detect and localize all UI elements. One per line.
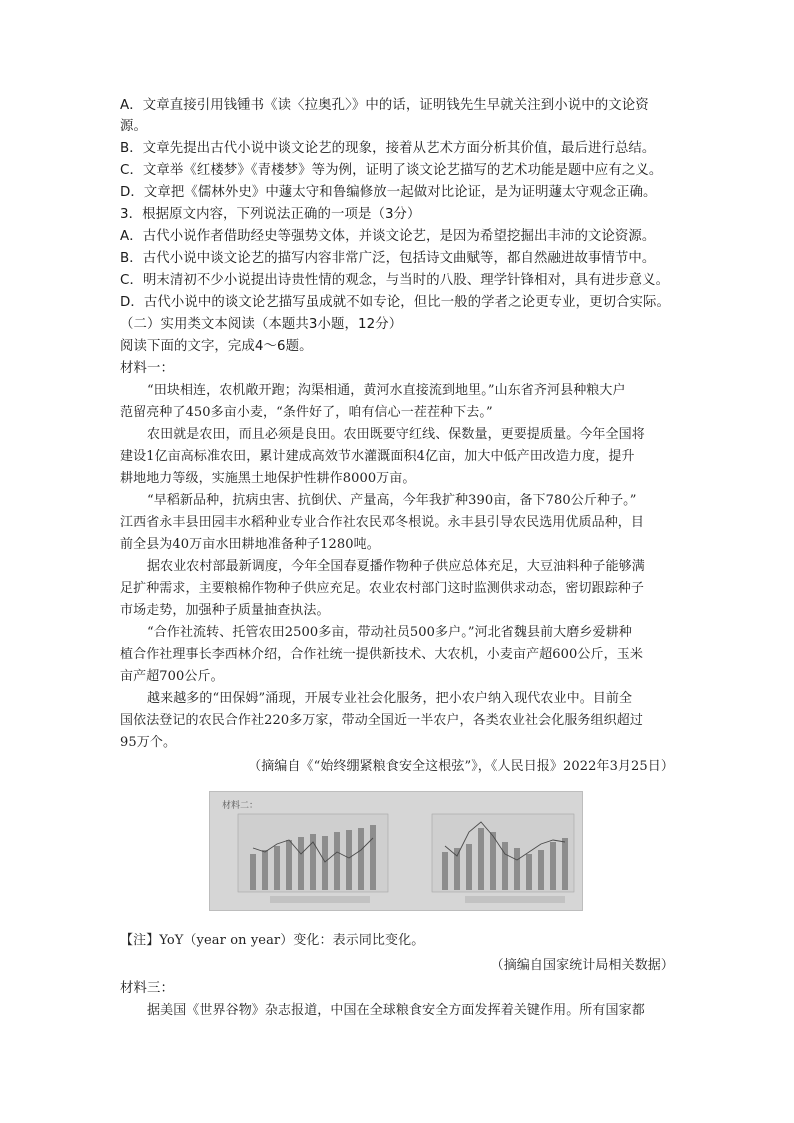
option-line: B．文章先提出古代小说中谈文论艺的现象，接着从艺术方面分析其价值，最后进行总结。	[120, 141, 656, 156]
paragraph-line: 市场走势，加强种子质量抽查执法。	[120, 603, 330, 618]
option-line: D．古代小说中的谈文论艺描写虽成就不如专论，但比一般的学者之论更专业，更切合实际。	[120, 295, 671, 310]
paragraph-line: 亩产超700公斤。	[120, 669, 224, 684]
paragraph-line: “早稻新品种，抗病虫害、抗倒伏、产量高，今年我扩种390亩，备下780公斤种子。”	[147, 493, 637, 508]
paragraph-line: “合作社流转、托管农田2500多亩，带动社员500多户。”河北省魏县前大磨乡爱耕种	[147, 625, 632, 640]
option-line: C．明末清初不少小说提出诗贵性情的观念，与当时的八股、理学针锋相对，具有进步意义。	[120, 273, 670, 288]
note-line: 【注】YoY（year on year）变化：表示同比变化。	[120, 933, 425, 948]
paragraph-line: 据美国《世界谷物》杂志报道，中国在全球粮食安全方面发挥着关键作用。所有国家都	[147, 1003, 645, 1018]
question-stem: 3．根据原文内容，下列说法正确的一项是（3分）	[120, 207, 421, 222]
option-line: B．古代小说中谈文论艺的描写内容非常广泛，包括诗文曲赋等，都自然融进故事情节中。	[120, 251, 656, 266]
data-source-citation: （摘编自国家统计局相关数据）	[490, 958, 674, 973]
paragraph-line: 江西省永丰县田园丰水稻种业专业合作社农民邓冬根说。永丰县引导农民选用优质品种，目	[120, 515, 645, 530]
material-label: 材料一：	[120, 361, 174, 376]
paragraph-line: 95万个。	[120, 735, 177, 750]
option-line: 源。	[120, 119, 147, 134]
chart-photo-graphic	[210, 792, 582, 910]
source-citation: （摘编自《“始终绷紧粮食安全这根弦”》，《人民日报》2022年3月25日）	[248, 759, 674, 774]
paragraph-line: 越来越多的“田保姆”涌现，开展专业社会化服务，把小农户纳入现代农业中。目前全	[147, 691, 633, 706]
figure-label: 材料二：	[222, 801, 259, 811]
option-line: A．古代小说作者借助经史等强势文体，并谈文论艺，是因为希望挖掘出丰沛的文论资源。	[120, 229, 656, 244]
instruction-line: 阅读下面的文字，完成4～6题。	[120, 339, 313, 354]
paragraph-line: 范留亮种了450多亩小麦，“条件好了，咱有信心一茬茬种下去。”	[120, 405, 493, 420]
paragraph-line: “田块相连，农机敞开跑；沟渠相通，黄河水直接流到地里。”山东省齐河县种粮大户	[147, 383, 626, 398]
paragraph-line: 植合作社理事长李西林介绍，合作社统一提供新技术、大农机，小麦亩产超600公斤，玉米	[120, 647, 643, 662]
option-line: C．文章举《红楼梦》《青楼梦》等为例，证明了谈文论艺描写的艺术功能是题中应有之义。	[120, 163, 663, 178]
section-heading: （二）实用类文本阅读（本题共3小题，12分）	[120, 317, 403, 332]
paragraph-line: 足扩种需求，主要粮棉作物种子供应充足。农业农村部门这时监测供求动态，密切跟踪种子	[120, 581, 645, 596]
paragraph-line: 前全县为40万亩水田耕地准备种子1280吨。	[120, 537, 380, 552]
paragraph-line: 建设1亿亩高标准农田，累计建成高效节水灌溉面积4亿亩，加大中低产田改造力度，提升	[120, 449, 635, 464]
material-label: 材料三：	[120, 981, 174, 996]
chart-photo	[209, 791, 583, 911]
option-line: A．文章直接引用钱锺书《读〈拉奥孔〉》中的话，证明钱先生早就关注到小说中的文论资	[120, 98, 649, 113]
paragraph-line: 农田就是农田，而且必须是良田。农田既要守红线、保数量，更要提质量。今年全国将	[147, 427, 645, 442]
paragraph-line: 据农业农村部最新调度，今年全国春夏播作物种子供应总体充足，大豆油料种子能够满	[147, 559, 645, 574]
paragraph-line: 国依法登记的农民合作社220多万家，带动全国近一半农户，各类农业社会化服务组织超过	[120, 713, 643, 728]
option-line: D．文章把《儒林外史》中蘧太守和鲁编修放一起做对比论证，是为证明蘧太守观念正确。	[120, 185, 657, 200]
paragraph-line: 耕地地力等级，实施黑土地保护性耕作8000万亩。	[120, 471, 416, 486]
